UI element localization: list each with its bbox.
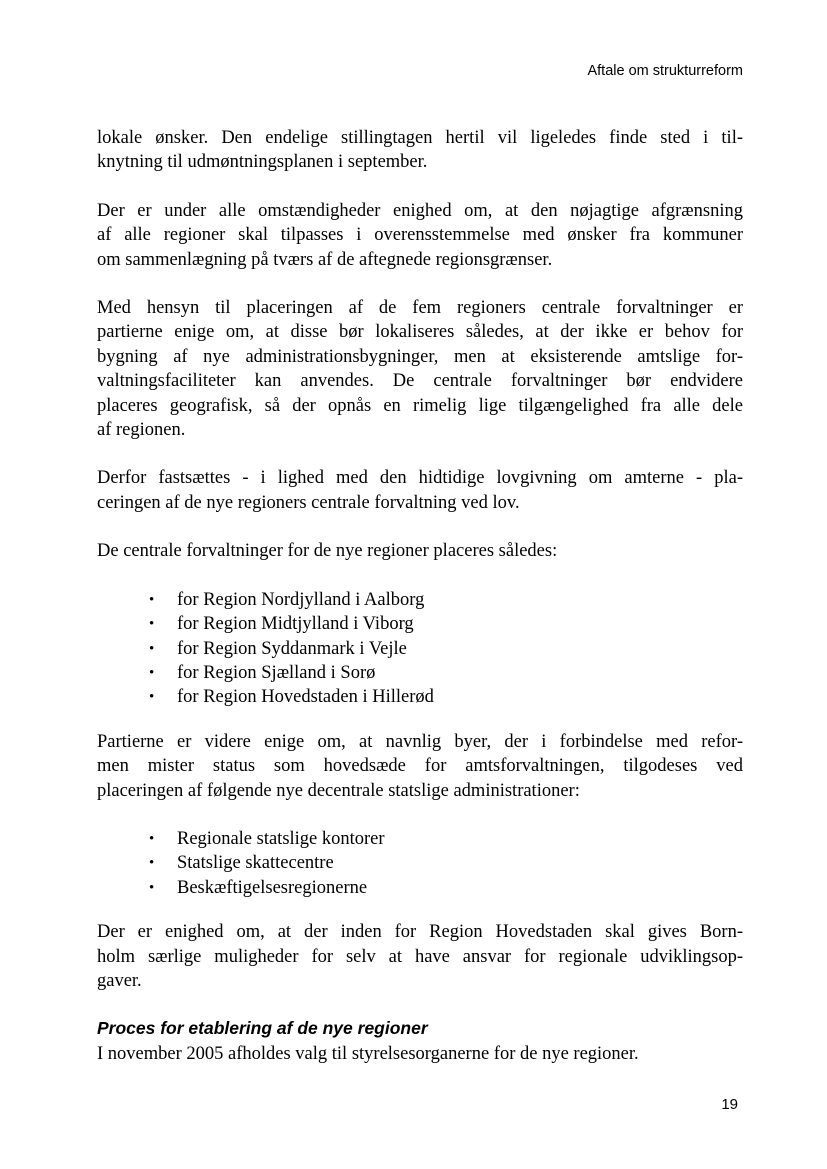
bullet-icon: • xyxy=(149,664,155,681)
text-line: knytning til udmøntningsplanen i september. xyxy=(97,152,428,173)
bullet-item-label: Statslige skattecentre xyxy=(177,853,334,874)
bullet-item xyxy=(97,637,743,661)
bullet-item-label: Beskæftigelsesregionerne xyxy=(177,877,368,898)
bullet-item xyxy=(97,685,743,709)
text-line: af regionen. xyxy=(97,420,186,441)
bullet-item xyxy=(97,612,743,636)
text-line: Der er enighed om, at der inden for Region Hovedstaden skal gives Born- xyxy=(97,922,743,943)
bullet-item-label: for Region Syddanmark i Vejle xyxy=(177,638,407,659)
paragraph xyxy=(97,730,743,803)
page-header xyxy=(97,63,743,80)
bullet-list xyxy=(97,588,743,710)
text-line: Med hensyn til placeringen af de fem regioners centrale forvaltninger er xyxy=(97,298,743,319)
bullet-icon: • xyxy=(149,879,155,896)
text-line: Derfor fastsættes - i lighed med den hidtidige lovgivning om amterne - pla- xyxy=(97,468,743,489)
bullet-item xyxy=(97,588,743,612)
page-number: 19 xyxy=(721,1096,738,1113)
page-header-title: Aftale om strukturreform xyxy=(587,63,743,79)
paragraph xyxy=(97,1042,743,1066)
paragraph xyxy=(97,539,743,563)
bullet-item xyxy=(97,661,743,685)
bullet-item-label: for Region Sjælland i Sorø xyxy=(177,662,376,683)
text-line: bygning af nye administrationsbygninger, men at eksisterende amtslige for- xyxy=(97,346,743,367)
text-line: gaver. xyxy=(97,970,142,991)
paragraph xyxy=(97,199,743,272)
paragraph xyxy=(97,466,743,515)
document-body xyxy=(97,126,743,1091)
text-line: partierne enige om, at disse bør lokaliseres således, at der ikke er behov for xyxy=(97,322,743,343)
bullet-icon: • xyxy=(149,591,155,608)
text-line: I november 2005 afholdes valg til styrelsesorganerne for de nye regioner. xyxy=(97,1044,639,1065)
bullet-list xyxy=(97,827,743,900)
bullet-item xyxy=(97,876,743,900)
text-line: men mister status som hovedsæde for amtsforvaltningen, tilgodeses ved xyxy=(97,756,743,777)
text-line: af alle regioner skal tilpasses i overensstemmelse med ønsker fra kommuner xyxy=(97,225,743,246)
text-line: holm særlige muligheder for selv at have ansvar for regionale udviklingsop- xyxy=(97,946,743,967)
text-line: placeres geografisk, så der opnås en rimelig lige tilgængelighed fra alle dele xyxy=(97,395,743,416)
bullet-item xyxy=(97,827,743,851)
bullet-icon: • xyxy=(149,640,155,657)
paragraph xyxy=(97,126,743,175)
text-line: lokale ønsker. Den endelige stillingtagen hertil vil ligeledes finde sted i til- xyxy=(97,128,743,148)
paragraph xyxy=(97,920,743,993)
text-line: valtningsfaciliteter kan anvendes. De centrale forvaltninger bør endvidere xyxy=(97,371,743,392)
text-line: placeringen af følgende nye decentrale statslige administrationer: xyxy=(97,780,580,801)
bullet-icon: • xyxy=(149,616,155,633)
section-heading: Proces for etablering af de nye regioner xyxy=(97,1018,428,1039)
bullet-icon: • xyxy=(149,830,155,847)
bullet-item-label: for Region Nordjylland i Aalborg xyxy=(177,589,425,610)
bullet-icon: • xyxy=(149,855,155,872)
text-line: De centrale forvaltninger for de nye regioner placeres således: xyxy=(97,541,558,562)
text-line: Der er under alle omstændigheder enighed om, at den nøjagtige afgrænsning xyxy=(97,200,743,221)
bullet-item-label: for Region Hovedstaden i Hillerød xyxy=(177,687,434,708)
text-line: om sammenlægning på tværs af de aftegnede regionsgrænser. xyxy=(97,249,553,270)
text-line: ceringen af de nye regioners centrale forvaltning ved lov. xyxy=(97,492,520,513)
bullet-item xyxy=(97,851,743,875)
paragraph xyxy=(97,296,743,442)
bullet-item-label: for Region Midtjylland i Viborg xyxy=(177,614,414,635)
bullet-item-label: Regionale statslige kontorer xyxy=(177,828,385,849)
text-line: Partierne er videre enige om, at navnlig byer, der i forbindelse med refor- xyxy=(97,731,743,752)
bullet-icon: • xyxy=(149,689,155,706)
